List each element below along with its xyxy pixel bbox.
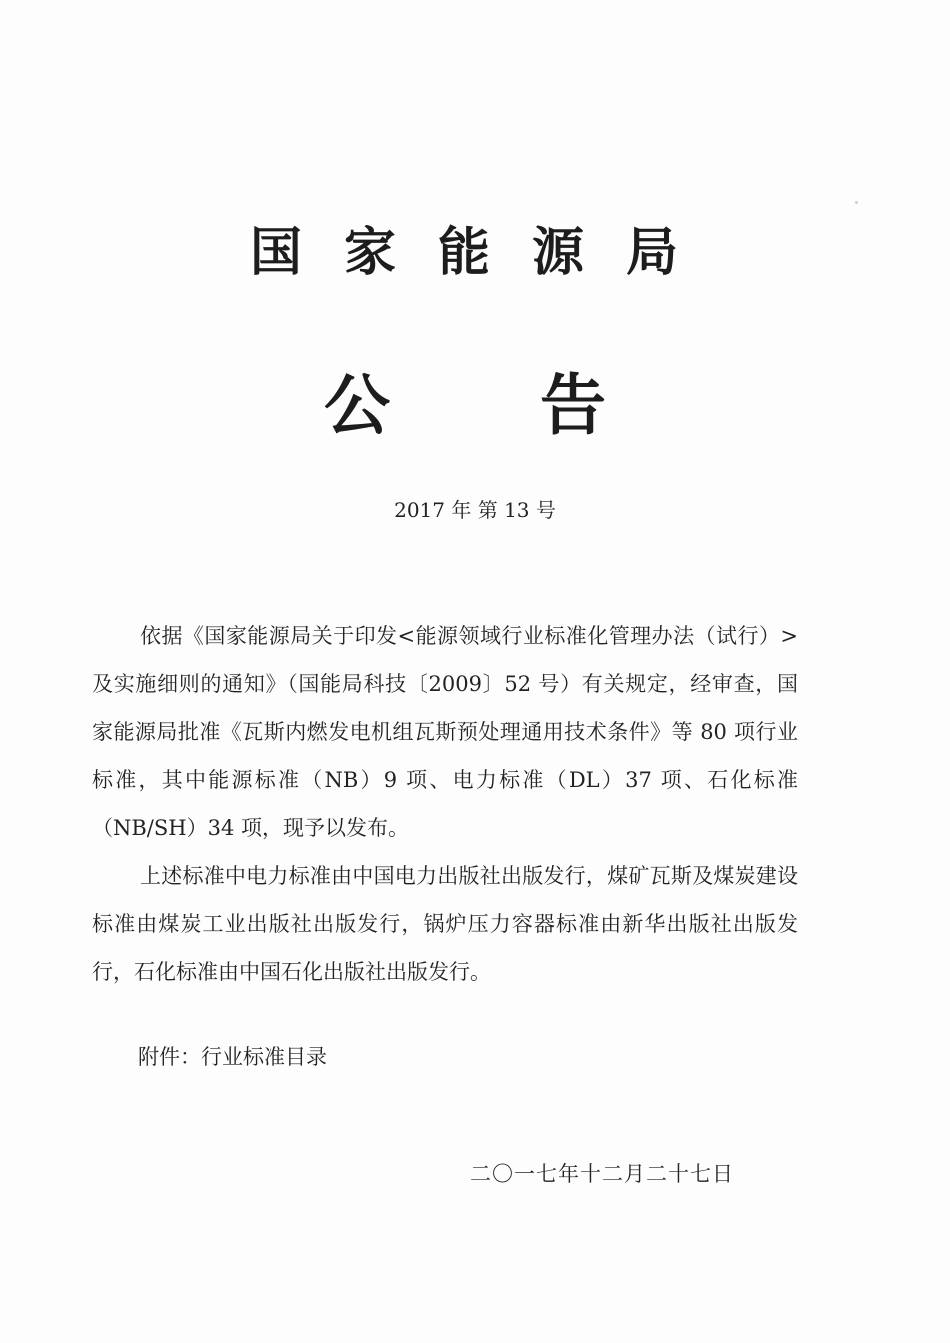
issuing-organization: 国家能源局: [249, 223, 720, 283]
body-paragraph-2: 上述标准中电力标准由中国电力出版社出版发行，煤矿瓦斯及煤炭建设标准由煤炭工业出版社出版发行，锅炉压力容器标准由新华出版社出版发行，石化标准由中国石化出版社出版发行。: [92, 864, 798, 984]
document-type-title: 公告: [324, 367, 756, 444]
issue-date: 二〇一七年十二月二十七日: [470, 1162, 734, 1186]
document-number: 2017 年 第 13 号: [394, 498, 556, 522]
body-paragraph-1: 依据《国家能源局关于印发<能源领域行业标准化管理办法（试行）>及实施细则的通知》（国能局科技〔2009〕52 号）有关规定，经审查，国家能源局批准《瓦斯内燃发电机组瓦斯预处理通用技术条件》等 80 项行业标准，其中能源标准（NB）9 项、电力标准（DL）37 项、石化标准（NB/SH）34 项，现予以发布。: [92, 624, 798, 840]
scan-speck: [855, 201, 858, 204]
attachment-line: 附件：行业标准目录: [138, 1045, 327, 1069]
